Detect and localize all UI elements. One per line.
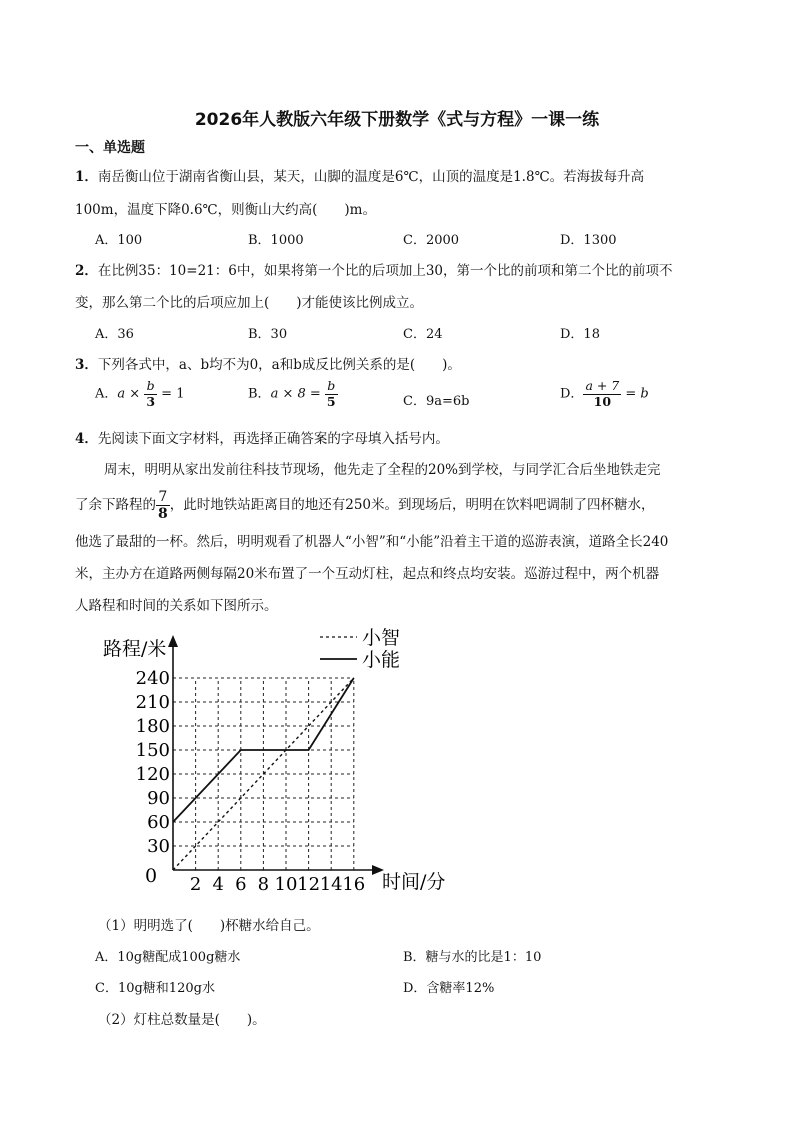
question-4-line-1 <box>75 427 449 447</box>
q2-option-b: B．30 <box>248 327 288 342</box>
sub1-option-b: B．糖与水的比是1：10 <box>403 950 542 965</box>
numerator: b <box>325 380 338 395</box>
page-title: 2026年人教版六年级下册数学《式与方程》一课一练 <box>194 110 600 130</box>
question-number: 4． <box>75 431 98 447</box>
q1-option-a: A．100 <box>95 233 143 248</box>
question-number: 2． <box>75 263 98 279</box>
x-tick-label: 10 <box>274 874 298 895</box>
x-tick-label: 8 <box>257 874 270 895</box>
fraction <box>325 380 338 408</box>
question-text: 先阅读下面文字材料，再选择正确答案的字母填入括号内。 <box>97 431 449 447</box>
q1-option-d: D．1300 <box>560 233 617 248</box>
sub-question-2: （2）灯柱总数量是( )。 <box>98 1012 266 1028</box>
passage-text: 了余下路程的 <box>75 497 156 513</box>
q2-option-d: D．18 <box>560 327 600 342</box>
passage-line-4: 米，主办方在道路两侧每隔20米布置了一个互动灯柱，起点和终点均安装。巡游过程中，两个机器 <box>75 566 660 582</box>
x-tick-label: 2 <box>189 874 202 895</box>
denominator: 5 <box>326 393 336 409</box>
q2-option-a: A．36 <box>95 327 134 342</box>
fraction <box>156 490 170 521</box>
y-axis-arrow <box>168 635 178 647</box>
y-tick-label: 120 <box>135 764 170 785</box>
y-tick-label: 180 <box>135 716 170 737</box>
passage-text: ，此时地铁站距离目的地还有250米。到现场后，明明在饮料吧调制了四杯糖水， <box>169 497 655 513</box>
y-tick-label: 30 <box>147 836 170 857</box>
y-tick-label: 210 <box>135 692 170 713</box>
denominator: 3 <box>146 393 156 409</box>
option-prefix: B． <box>248 386 271 402</box>
x-tick-label: 4 <box>212 874 224 895</box>
question-3-line-1 <box>75 353 461 373</box>
chart-legend <box>320 627 400 671</box>
y-tick-label: 240 <box>135 668 170 689</box>
numerator: 7 <box>156 490 170 506</box>
q1-option-b: B．1000 <box>248 233 304 248</box>
numerator: a + 7 <box>585 378 620 393</box>
question-2-line-2: 变，那么第二个比的后项应加上( )才能使该比例成立。 <box>75 295 424 311</box>
question-text: 在比例35：10=21：6中，如果将第一个比的后项加上30，第一个比的前项和第二个比的前项不 <box>97 263 673 279</box>
question-2-line-1 <box>75 259 673 279</box>
y-tick-label: 90 <box>147 788 170 809</box>
q2-option-c: C．24 <box>403 327 443 342</box>
q3-option-d <box>560 380 649 408</box>
q3-option-b <box>248 380 338 408</box>
numerator: b <box>144 380 157 395</box>
math-eq: = 1 <box>157 386 185 402</box>
q3-option-a <box>95 380 184 408</box>
y-axis-label: 路程/米 <box>103 638 167 660</box>
denominator: 8 <box>158 506 168 522</box>
x-tick-label: 12 <box>297 874 321 895</box>
x-axis-label: 时间/分 <box>382 871 446 893</box>
q3-option-c: C．9a=6b <box>403 394 470 409</box>
section-heading: 一、单选题 <box>75 140 145 156</box>
legend-label: 小能 <box>362 649 401 671</box>
question-1-line-1 <box>75 165 644 185</box>
question-text: 下列各式中，a、b均不为0，a和b成反比例关系的是( )。 <box>97 357 461 373</box>
y-tick-label: 60 <box>147 812 170 833</box>
legend-label: 小智 <box>362 627 401 649</box>
sub1-option-c: C．10g糖和120g水 <box>95 981 215 996</box>
math-var: a <box>117 386 126 402</box>
passage-line-2 <box>75 490 655 521</box>
sub1-option-d: D．含糖率12% <box>403 981 495 996</box>
option-prefix: D． <box>560 386 584 402</box>
question-number: 3． <box>75 357 98 373</box>
denominator: 10 <box>593 393 612 409</box>
math-eq: = b <box>621 386 649 402</box>
sub1-option-a: A．10g糖配成100g糖水 <box>95 950 241 965</box>
fraction <box>144 380 157 408</box>
math-op: × <box>125 386 145 402</box>
passage-line-1: 周末，明明从家出发前往科技节现场，他先走了全程的20%到学校，与同学汇合后坐地铁走完 <box>104 462 661 478</box>
y-tick-label: 150 <box>135 740 170 761</box>
origin-label: 0 <box>145 865 158 887</box>
x-tick-label: 6 <box>235 874 247 895</box>
question-1-line-2: 100m，温度下降0.6℃，则衡山大约高( )m。 <box>75 202 376 218</box>
x-tick-label: 14 <box>319 874 343 895</box>
sub-question-1: （1）明明选了( )杯糖水给自己。 <box>98 918 320 934</box>
fraction <box>583 380 621 408</box>
question-text: 南岳衡山位于湖南省衡山县，某天，山脚的温度是6℃，山顶的温度是1.8℃。若海拔每升高 <box>97 169 645 185</box>
question-number: 1． <box>75 169 98 185</box>
chart-axes <box>168 635 384 875</box>
option-prefix: A． <box>95 386 118 402</box>
passage-line-5: 人路程和时间的关系如下图所示。 <box>75 598 278 614</box>
math-expr: a × 8 = <box>270 386 325 402</box>
distance-time-chart <box>95 625 455 895</box>
x-tick-label: 16 <box>342 874 366 895</box>
passage-line-3: 他选了最甜的一杯。然后，明明观看了机器人“小智”和“小能”沿着主干道的巡游表演，道路全长240 <box>75 534 669 550</box>
q1-option-c: C．2000 <box>403 233 460 248</box>
